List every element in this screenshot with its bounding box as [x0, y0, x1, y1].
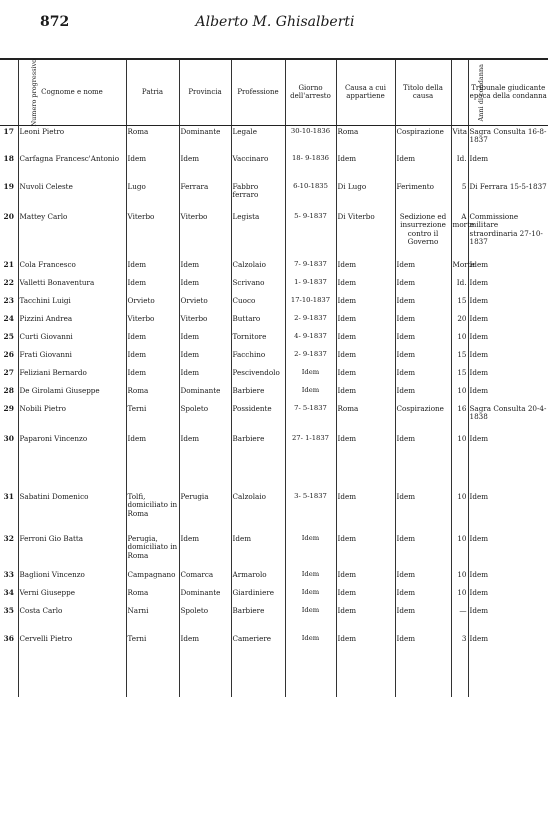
cell-number: 36	[3, 634, 14, 643]
cell-name: Carfagna Francesc'Antonio	[18, 153, 126, 181]
cell-patria: Idem	[126, 367, 179, 385]
cell-name: Curti Giovanni	[18, 331, 126, 349]
cell-professione: Idem	[231, 533, 285, 569]
cell-patria: Viterbo	[126, 211, 179, 259]
cell-causa: Idem	[336, 605, 395, 633]
cell-provincia: Viterbo	[179, 313, 231, 331]
cell-professione: Cuoco	[231, 295, 285, 313]
cell-giorno: 2- 9-1837	[285, 313, 336, 331]
cell-number: 24	[3, 314, 14, 323]
cell-name: Tacchini Luigi	[18, 295, 126, 313]
cell-anni: 3	[451, 633, 468, 697]
cell-provincia: Orvieto	[179, 295, 231, 313]
cell-number: 18	[3, 154, 14, 163]
cell-anni: 15	[451, 367, 468, 385]
cell-causa: Idem	[336, 533, 395, 569]
cell-number: 27	[3, 368, 14, 377]
table-row	[0, 605, 548, 633]
cell-patria: Terni	[126, 633, 179, 697]
cell-tribunale: Idem	[468, 533, 548, 569]
table-row	[0, 331, 548, 349]
cell-causa: Roma	[336, 125, 395, 153]
cell-tribunale: Idem	[468, 633, 548, 697]
cell-tribunale: Idem	[468, 331, 548, 349]
cell-name: Leoni Pietro	[18, 125, 126, 153]
cell-tribunale: Idem	[468, 569, 548, 587]
cell-professione: Cameriere	[231, 633, 285, 697]
cell-provincia: Idem	[179, 433, 231, 491]
cell-causa: Idem	[336, 313, 395, 331]
cell-anni: 5	[451, 181, 468, 211]
cell-number: 31	[3, 492, 14, 501]
cell-giorno: Idem	[285, 587, 336, 605]
cell-titolo: Ferimento	[395, 181, 451, 211]
cell-anni: 20	[451, 313, 468, 331]
cell-tribunale: Idem	[468, 587, 548, 605]
cell-giorno: Idem	[285, 605, 336, 633]
cell-giorno: Idem	[285, 385, 336, 403]
cell-tribunale: Idem	[468, 295, 548, 313]
cell-giorno: Idem	[285, 633, 336, 697]
cell-number: 23	[3, 296, 14, 305]
cell-provincia: Idem	[179, 331, 231, 349]
cell-anni: Morte	[451, 259, 468, 277]
cell-name: Sabatini Domenico	[18, 491, 126, 533]
cell-tribunale: Idem	[468, 259, 548, 277]
cell-number: 25	[3, 332, 14, 341]
cell-name: Valletti Bonaventura	[18, 277, 126, 295]
cell-titolo: Idem	[395, 153, 451, 181]
cell-professione: Buttaro	[231, 313, 285, 331]
cell-name: Ferroni Gio Batta	[18, 533, 126, 569]
cell-giorno: 7- 5-1837	[285, 403, 336, 433]
page-number: 872	[40, 14, 70, 30]
cell-anni: —	[451, 605, 468, 633]
col-anni: Anni di condanna	[451, 59, 468, 125]
table-row	[0, 569, 548, 587]
cell-titolo: Idem	[395, 587, 451, 605]
cell-giorno: 2- 9-1837	[285, 349, 336, 367]
cell-giorno: Idem	[285, 367, 336, 385]
cell-patria: Terni	[126, 403, 179, 433]
cell-tribunale: Idem	[468, 605, 548, 633]
cell-patria: Roma	[126, 125, 179, 153]
cell-name: Frati Giovanni	[18, 349, 126, 367]
cell-provincia: Idem	[179, 153, 231, 181]
cell-causa: Idem	[336, 259, 395, 277]
col-numero: Numero progressivo	[0, 59, 18, 125]
cell-giorno: Idem	[285, 569, 336, 587]
table-row	[0, 125, 548, 153]
cell-name: Cervelli Pietro	[18, 633, 126, 697]
cell-name: Cola Francesco	[18, 259, 126, 277]
cell-patria: Roma	[126, 587, 179, 605]
table-row	[0, 587, 548, 605]
cell-name: Pizzini Andrea	[18, 313, 126, 331]
cell-giorno: 27- 1-1837	[285, 433, 336, 491]
table-row	[0, 533, 548, 569]
cell-provincia: Comarca	[179, 569, 231, 587]
cell-titolo: Idem	[395, 295, 451, 313]
cell-titolo: Idem	[395, 433, 451, 491]
cell-name: Baglioni Vincenzo	[18, 569, 126, 587]
cell-causa: Roma	[336, 403, 395, 433]
col-titolo: Titolo della causa	[395, 59, 451, 125]
cell-patria: Tolfi, domiciliato in Roma	[126, 491, 179, 533]
cell-tribunale: Commissione militare straordinaria 27-10-1837	[468, 211, 548, 259]
cell-anni: Id.	[451, 153, 468, 181]
cell-professione: Barbiere	[231, 433, 285, 491]
cell-provincia: Viterbo	[179, 211, 231, 259]
cell-patria: Orvieto	[126, 295, 179, 313]
cell-causa: Idem	[336, 153, 395, 181]
cell-provincia: Perugia	[179, 491, 231, 533]
cell-patria: Idem	[126, 153, 179, 181]
col-tribunale: Tribunale giudicante epoca della condanna	[468, 59, 548, 125]
cell-patria: Narni	[126, 605, 179, 633]
cell-number: 20	[3, 212, 14, 221]
cell-patria: Lugo	[126, 181, 179, 211]
prisoner-register-table	[0, 58, 548, 697]
cell-professione: Pescivendolo	[231, 367, 285, 385]
col-causa: Causa a cui appartiene	[336, 59, 395, 125]
col-patria: Patria	[126, 59, 179, 125]
cell-patria: Idem	[126, 433, 179, 491]
cell-number: 19	[3, 182, 14, 191]
cell-anni: 10	[451, 587, 468, 605]
cell-titolo: Idem	[395, 331, 451, 349]
table-row	[0, 295, 548, 313]
cell-name: Mattey Carlo	[18, 211, 126, 259]
col-professione: Professione	[231, 59, 285, 125]
table-row	[0, 367, 548, 385]
cell-tribunale: Idem	[468, 349, 548, 367]
cell-professione: Scrivano	[231, 277, 285, 295]
cell-causa: Idem	[336, 587, 395, 605]
cell-name: Verni Giuseppe	[18, 587, 126, 605]
cell-titolo: Sedizione ed insurrezione contro il Governo	[395, 211, 451, 259]
cell-giorno: 17-10-1837	[285, 295, 336, 313]
table-row	[0, 491, 548, 533]
cell-titolo: Idem	[395, 349, 451, 367]
cell-provincia: Ferrara	[179, 181, 231, 211]
cell-causa: Idem	[336, 349, 395, 367]
cell-professione: Calzolaio	[231, 259, 285, 277]
cell-professione: Tornitore	[231, 331, 285, 349]
cell-causa: Idem	[336, 491, 395, 533]
cell-anni: Id.	[451, 277, 468, 295]
cell-provincia: Idem	[179, 349, 231, 367]
cell-tribunale: Idem	[468, 367, 548, 385]
cell-titolo: Idem	[395, 633, 451, 697]
cell-tribunale: Idem	[468, 385, 548, 403]
cell-giorno: Idem	[285, 533, 336, 569]
cell-anni: A morte	[451, 211, 468, 259]
cell-patria: Roma	[126, 385, 179, 403]
running-title: Alberto M. Ghisalberti	[195, 14, 355, 30]
cell-anni: 10	[451, 385, 468, 403]
cell-anni: 10	[451, 533, 468, 569]
cell-provincia: Dominante	[179, 385, 231, 403]
cell-tribunale: Di Ferrara 15-5-1837	[468, 181, 548, 211]
cell-provincia: Dominante	[179, 587, 231, 605]
cell-provincia: Dominante	[179, 125, 231, 153]
cell-professione: Barbiere	[231, 605, 285, 633]
cell-number: 21	[3, 260, 14, 269]
cell-anni: 10	[451, 491, 468, 533]
cell-patria: Idem	[126, 331, 179, 349]
col-giorno: Giorno dell'arresto	[285, 59, 336, 125]
cell-giorno: 18- 9-1836	[285, 153, 336, 181]
cell-provincia: Spoleto	[179, 605, 231, 633]
cell-giorno: 30-10-1836	[285, 125, 336, 153]
cell-number: 30	[3, 434, 14, 443]
cell-professione: Vaccinaro	[231, 153, 285, 181]
cell-tribunale: Idem	[468, 313, 548, 331]
col-provincia: Provincia	[179, 59, 231, 125]
cell-causa: Idem	[336, 633, 395, 697]
cell-titolo: Idem	[395, 259, 451, 277]
cell-causa: Idem	[336, 385, 395, 403]
cell-name: Nuvoli Celeste	[18, 181, 126, 211]
cell-causa: Di Lugo	[336, 181, 395, 211]
cell-provincia: Idem	[179, 277, 231, 295]
cell-provincia: Idem	[179, 533, 231, 569]
cell-provincia: Idem	[179, 259, 231, 277]
header-row	[0, 59, 548, 125]
cell-provincia: Idem	[179, 633, 231, 697]
cell-patria: Idem	[126, 277, 179, 295]
cell-giorno: 1- 9-1837	[285, 277, 336, 295]
cell-titolo: Idem	[395, 277, 451, 295]
table-row	[0, 153, 548, 181]
cell-provincia: Idem	[179, 367, 231, 385]
cell-causa: Idem	[336, 433, 395, 491]
cell-tribunale: Idem	[468, 433, 548, 491]
table-row	[0, 433, 548, 491]
cell-number: 35	[3, 606, 14, 615]
cell-giorno: 4- 9-1837	[285, 331, 336, 349]
cell-tribunale: Sagra Consulta 16-8-1837	[468, 125, 548, 153]
cell-anni: 10	[451, 331, 468, 349]
cell-tribunale: Idem	[468, 277, 548, 295]
cell-professione: Legista	[231, 211, 285, 259]
cell-causa: Idem	[336, 569, 395, 587]
cell-name: Costa Carlo	[18, 605, 126, 633]
table-row	[0, 349, 548, 367]
cell-tribunale: Idem	[468, 491, 548, 533]
cell-causa: Idem	[336, 367, 395, 385]
cell-professione: Calzolaio	[231, 491, 285, 533]
table-row	[0, 385, 548, 403]
cell-professione: Barbiere	[231, 385, 285, 403]
table-row	[0, 633, 548, 697]
cell-number: 32	[3, 534, 14, 543]
cell-number: 28	[3, 386, 14, 395]
cell-titolo: Idem	[395, 569, 451, 587]
cell-causa: Idem	[336, 331, 395, 349]
cell-number: 34	[3, 588, 14, 597]
cell-patria: Campagnano	[126, 569, 179, 587]
cell-name: Feliziani Bernardo	[18, 367, 126, 385]
cell-titolo: Idem	[395, 491, 451, 533]
table-row	[0, 259, 548, 277]
cell-patria: Perugia, domiciliato in Roma	[126, 533, 179, 569]
table-row	[0, 211, 548, 259]
table-row	[0, 313, 548, 331]
cell-titolo: Idem	[395, 533, 451, 569]
cell-causa: Idem	[336, 295, 395, 313]
cell-patria: Idem	[126, 259, 179, 277]
cell-patria: Idem	[126, 349, 179, 367]
cell-professione: Giardiniere	[231, 587, 285, 605]
col-cognome: Cognome e nome	[18, 59, 126, 125]
page-header	[0, 14, 550, 36]
cell-causa: Idem	[336, 277, 395, 295]
table-row	[0, 403, 548, 433]
cell-professione: Legale	[231, 125, 285, 153]
cell-titolo: Idem	[395, 605, 451, 633]
cell-causa: Di Viterbo	[336, 211, 395, 259]
table-row	[0, 181, 548, 211]
cell-titolo: Cospirazione	[395, 403, 451, 433]
cell-professione: Armarolo	[231, 569, 285, 587]
cell-anni: Vita	[451, 125, 468, 153]
cell-name: Nobili Pietro	[18, 403, 126, 433]
cell-number: 22	[3, 278, 14, 287]
cell-anni: 15	[451, 295, 468, 313]
cell-giorno: 7- 9-1837	[285, 259, 336, 277]
cell-titolo: Cospirazione	[395, 125, 451, 153]
cell-professione: Facchino	[231, 349, 285, 367]
table-row	[0, 277, 548, 295]
cell-anni: 16	[451, 403, 468, 433]
cell-tribunale: Idem	[468, 153, 548, 181]
cell-anni: 10	[451, 433, 468, 491]
cell-giorno: 6-10-1835	[285, 181, 336, 211]
cell-tribunale: Sagra Consulta 20-4-1838	[468, 403, 548, 433]
cell-professione: Fabbro ferraro	[231, 181, 285, 211]
cell-number: 17	[3, 126, 14, 136]
cell-patria: Viterbo	[126, 313, 179, 331]
cell-anni: 15	[451, 349, 468, 367]
cell-number: 33	[3, 570, 14, 579]
cell-titolo: Idem	[395, 367, 451, 385]
cell-professione: Possidente	[231, 403, 285, 433]
cell-anni: 10	[451, 569, 468, 587]
cell-titolo: Idem	[395, 313, 451, 331]
cell-giorno: 3- 5-1837	[285, 491, 336, 533]
cell-number: 29	[3, 404, 14, 413]
cell-giorno: 5- 9-1837	[285, 211, 336, 259]
cell-titolo: Idem	[395, 385, 451, 403]
cell-name: De Girolami Giuseppe	[18, 385, 126, 403]
cell-name: Paparoni Vincenzo	[18, 433, 126, 491]
cell-provincia: Spoleto	[179, 403, 231, 433]
cell-number: 26	[3, 350, 14, 359]
